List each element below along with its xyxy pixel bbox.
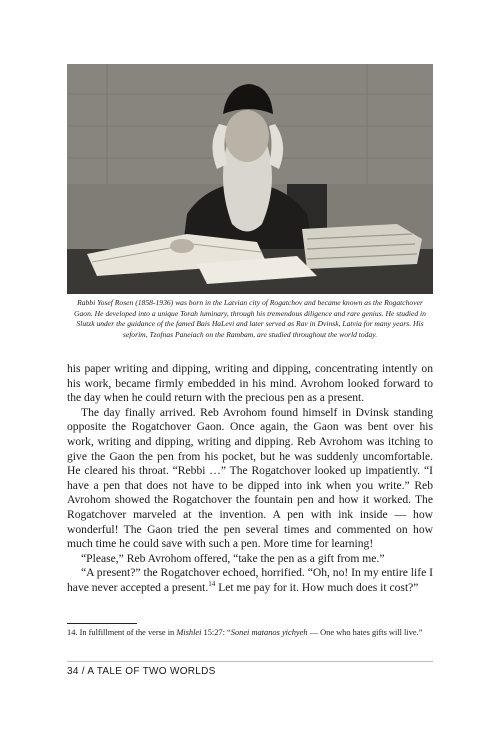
- photograph-illustration: [67, 64, 433, 294]
- photo-caption: Rabbi Yosef Rosen (1858-1936) was born in the Latvian city of Rogatchov and became known as the Rogatchover Gaon. He developed into a unique Torah luminary, through his tremendous diligence and rare genius. He studied in Slutzk under the guidance of the famed Bais HaLevi and later served as Rav in Dvinsk, Latvia for many years. His seforim, Tzofnas Paneiach on the Rambam, are studied throughout the world today.: [74, 298, 426, 339]
- footnote: [67, 627, 433, 638]
- footnote-reference[interactable]: 14: [208, 580, 216, 589]
- paragraph: [67, 566, 433, 595]
- footnote-text: 15:27: “: [201, 628, 231, 637]
- paragraph: “Please,” Reb Avrohom offered, “take the pen as a gift from me.”: [81, 551, 385, 565]
- footer-divider: [67, 661, 433, 662]
- rabbi-photograph: [67, 64, 433, 294]
- footnote-book: Mishlei: [176, 628, 202, 637]
- paragraph-text: “A present?” the Rogatchover echoed, horrified. “Oh, no! In my entire life I have never accepted a present.: [67, 566, 433, 594]
- body-text: [67, 362, 433, 596]
- paragraph: his paper writing and dipping, writing and dipping, concentrating intently on his work, became firmly embedded in his mind. Avrohom looked forward to the day when he could return with the precious pen as a present.: [67, 362, 433, 405]
- paragraph-text: Let me pay for it. How much does it cost?”: [215, 580, 419, 594]
- footnote-text: 14. In fulfillment of the verse in: [67, 628, 177, 637]
- footnote-text: — One who hates gifts will live.”: [307, 628, 423, 637]
- footnote-quote: Sonei matanos yichyeh: [230, 628, 308, 637]
- footnote-divider: [67, 623, 137, 624]
- paragraph: The day finally arrived. Reb Avrohom found himself in Dvinsk standing opposite the Rogatchover Gaon. Once again, the Gaon was bent over his work, writing and dipping, writing and dipping. Reb Avrohom was itching to give the Gaon the pen from his pocket, but he was suddenly uncomfortable. He cleared his throat. “Rebbi …” The Rogatchover looked up impatiently. “I have a pen that does not have to be dipped into ink when you write.” Reb Avrohom showed the Rogatchover the fountain pen and how it worked. The Rogatchover marveled at the invention. A pen with ink inside — how wonderful! The Gaon tried the pen several times and commented on how much time he could save with such a pen. More time for learning!: [67, 405, 433, 551]
- page-folio: 34 / A TALE OF TWO WORLDS: [67, 666, 216, 677]
